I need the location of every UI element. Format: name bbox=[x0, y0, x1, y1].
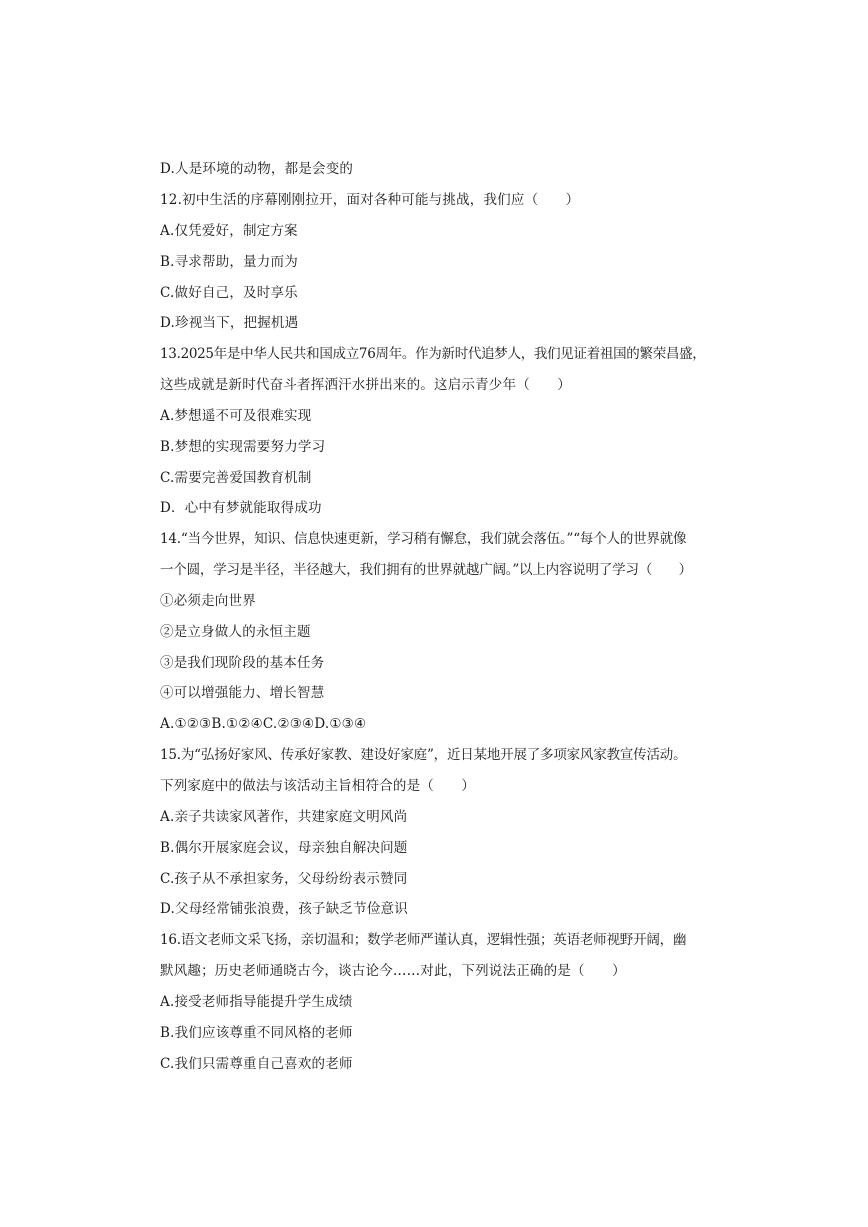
option-d-q13: D．心中有梦就能取得成功 bbox=[160, 500, 322, 516]
option-a-q16: A.接受老师指导能提升学生成绩 bbox=[160, 994, 353, 1010]
option-d-q15: D.父母经常铺张浪费，孩子缺乏节俭意识 bbox=[160, 901, 408, 917]
option-c-q13: C.需要完善爱国教育机制 bbox=[160, 470, 312, 486]
options-q14: A.①②③B.①②④C.②③④D.①③④ bbox=[160, 716, 367, 732]
option-b-q16: B.我们应该尊重不同风格的老师 bbox=[160, 1025, 353, 1041]
option-c-q15: C.孩子从不承担家务，父母纷纷表示赞同 bbox=[160, 871, 408, 887]
statement-2-q14: ②是立身做人的永恒主题 bbox=[160, 624, 311, 640]
question-15-line-1: 15.为“弘扬好家风、传承好家教、建设好家庭”，近日某地开展了多项家风家教宣传活动。 bbox=[160, 747, 687, 763]
question-15-line-2: 下列家庭中的做法与该活动主旨相符合的是（ ） bbox=[160, 778, 476, 794]
question-12: 12.初中生活的序幕刚刚拉开，面对各种可能与挑战，我们应（ ） bbox=[160, 192, 580, 208]
statement-1-q14: ①必须走向世界 bbox=[160, 593, 256, 609]
question-13-line-1: 13.2025年是中华人民共和国成立76周年。作为新时代追梦人，我们见证着祖国的繁荣昌盛， bbox=[160, 346, 706, 362]
question-16-line-1: 16.语文老师文采飞扬，亲切温和；数学老师严谨认真，逻辑性强；英语老师视野开阔，幽 bbox=[160, 932, 687, 948]
option-d-q12: D.珍视当下，把握机遇 bbox=[160, 315, 299, 331]
question-16-line-2: 默风趣；历史老师通晓古今，谈古论今……对此，下列说法正确的是（ ） bbox=[160, 963, 626, 979]
option-c-q16: C.我们只需尊重自己喜欢的老师 bbox=[160, 1056, 353, 1072]
question-14-line-1: 14.“当今世界，知识、信息快速更新，学习稍有懈怠，我们就会落伍。”“每个人的世界就像 bbox=[160, 531, 687, 547]
option-a-q15: A.亲子共读家风著作，共建家庭文明风尚 bbox=[160, 809, 408, 825]
option-d-q11: D.人是环境的动物，都是会变的 bbox=[160, 161, 354, 177]
question-13-line-2: 这些成就是新时代奋斗者挥洒汗水拼出来的。这启示青少年（ ） bbox=[160, 377, 571, 393]
question-14-line-2: 一个圆，学习是半径，半径越大，我们拥有的世界就越广阔。”以上内容说明了学习（ ） bbox=[160, 562, 692, 578]
option-a-q12: A.仅凭爱好，制定方案 bbox=[160, 223, 298, 239]
option-b-q12: B.寻求帮助，量力而为 bbox=[160, 254, 298, 270]
option-c-q12: C.做好自己，及时享乐 bbox=[160, 285, 298, 301]
statement-3-q14: ③是我们现阶段的基本任务 bbox=[160, 655, 325, 671]
option-a-q13: A.梦想遥不可及很难实现 bbox=[160, 408, 312, 424]
option-b-q13: B.梦想的实现需要努力学习 bbox=[160, 439, 326, 455]
option-b-q15: B.偶尔开展家庭会议，母亲独自解决问题 bbox=[160, 840, 408, 856]
statement-4-q14: ④可以增强能力、增长智慧 bbox=[160, 685, 325, 701]
